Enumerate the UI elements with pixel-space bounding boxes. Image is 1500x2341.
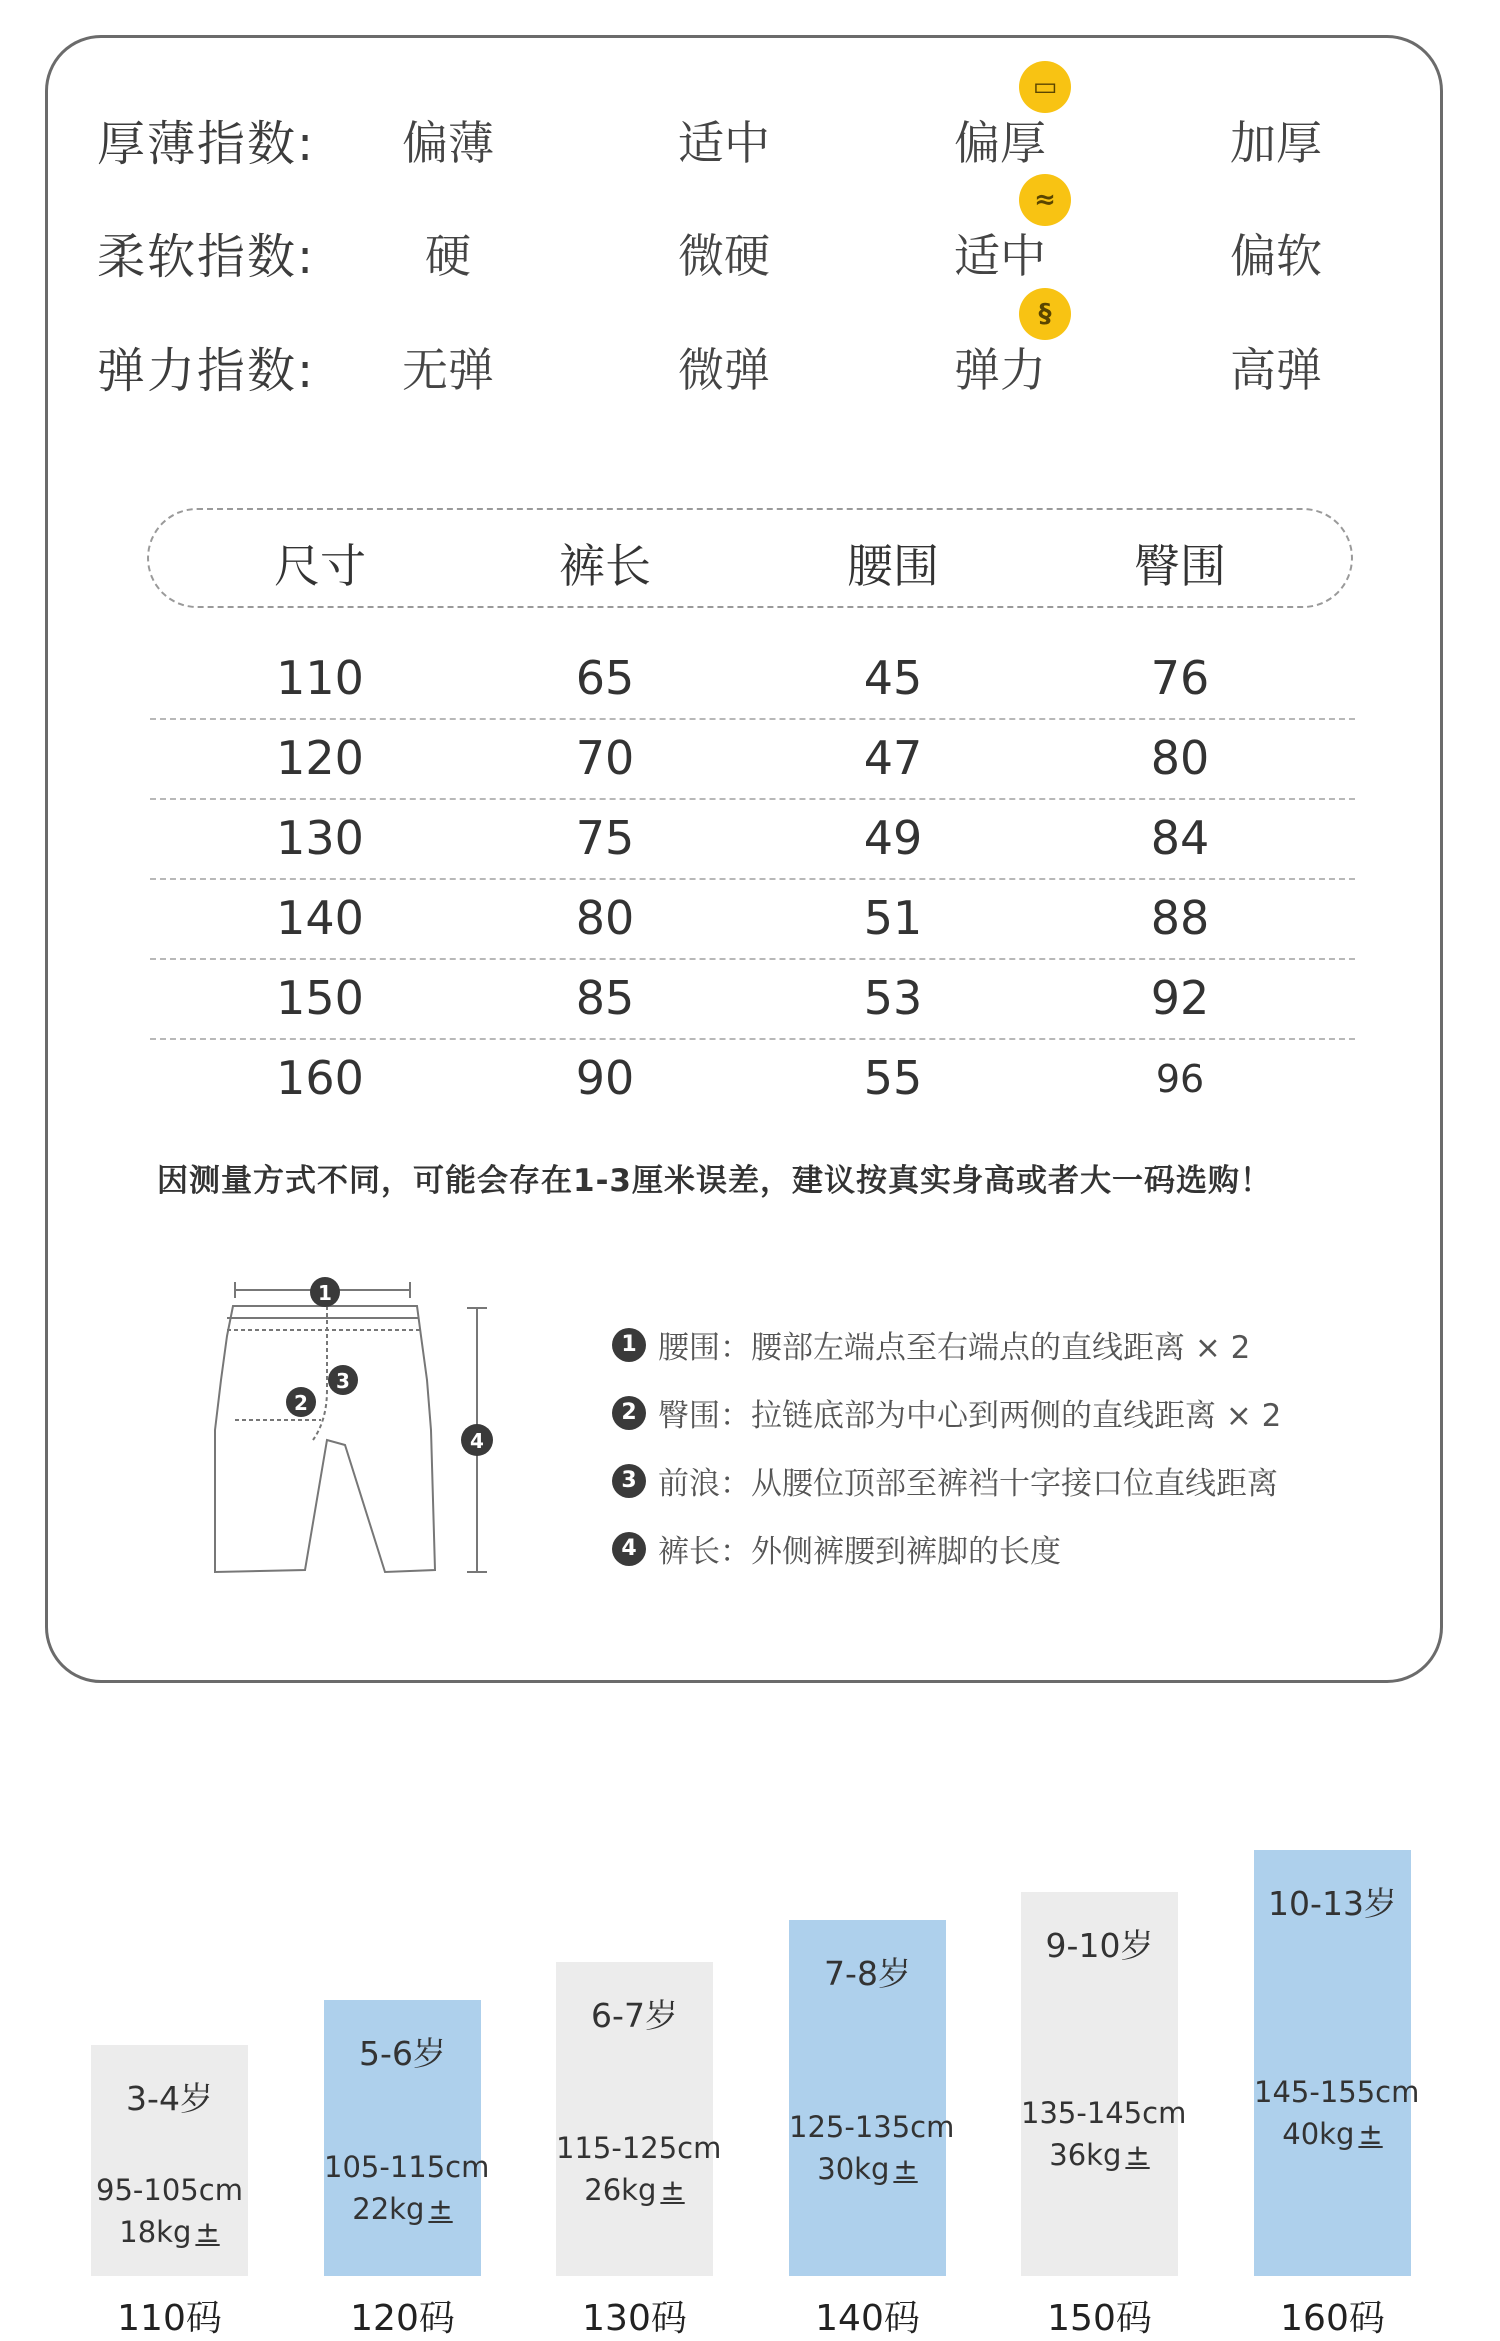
diagram-marker-1 bbox=[310, 1277, 340, 1307]
legend-item bbox=[612, 1322, 1250, 1367]
table-header-cell: 尺寸 bbox=[274, 539, 366, 593]
bar-age: 10-13岁 bbox=[1268, 1884, 1397, 1923]
bar-weight bbox=[1021, 2138, 1178, 2172]
diagram-marker-2 bbox=[286, 1387, 316, 1417]
svg-text:4: 4 bbox=[470, 1429, 484, 1453]
legend-item bbox=[612, 1390, 1281, 1435]
table-row-divider bbox=[150, 878, 1355, 880]
svg-text:2: 2 bbox=[294, 1391, 308, 1415]
table-header-cell: 裤长 bbox=[559, 539, 651, 593]
plus-minus-sign: ± bbox=[660, 2173, 685, 2207]
table-row-divider bbox=[150, 958, 1355, 960]
index-option: 偏薄 bbox=[402, 116, 494, 170]
size-bar bbox=[91, 2045, 248, 2276]
table-cell: 51 bbox=[863, 891, 923, 945]
table-row-divider bbox=[150, 1038, 1355, 1040]
table-cell: 90 bbox=[575, 1051, 635, 1105]
bar-weight-value: 18kg bbox=[119, 2215, 192, 2249]
diagram-marker-4 bbox=[461, 1424, 493, 1456]
table-header-cell: 腰围 bbox=[847, 539, 939, 593]
index-label: 柔软指数: bbox=[97, 229, 316, 285]
bar-weight bbox=[1254, 2117, 1411, 2151]
size-label: 160码 bbox=[1280, 2298, 1385, 2339]
size-bar bbox=[556, 1962, 722, 2276]
pants-measurement-diagram bbox=[195, 1270, 505, 1600]
legend-number: 2 bbox=[612, 1396, 646, 1430]
bar-height-range: 95-105cm bbox=[96, 2173, 243, 2207]
size-bar bbox=[789, 1920, 955, 2276]
plus-minus-sign: ± bbox=[893, 2152, 918, 2186]
index-option: 偏厚 bbox=[954, 116, 1046, 170]
bar-weight-value: 36kg bbox=[1049, 2138, 1122, 2172]
plus-minus-sign: ± bbox=[1358, 2117, 1383, 2151]
index-label: 弹力指数: bbox=[97, 343, 316, 399]
size-bar bbox=[324, 2000, 490, 2276]
bar-weight-value: 30kg bbox=[817, 2152, 890, 2186]
legend-text: 臀围：拉链底部为中心到两侧的直线距离 × 2 bbox=[658, 1398, 1282, 1434]
table-cell: 96 bbox=[1155, 1057, 1205, 1101]
diagram-marker-3 bbox=[328, 1365, 358, 1395]
index-option: 硬 bbox=[425, 229, 471, 283]
legend-number: 3 bbox=[612, 1464, 646, 1498]
legend-number: 1 bbox=[612, 1328, 646, 1362]
bar-weight-value: 22kg bbox=[352, 2192, 425, 2226]
size-label: 110码 bbox=[117, 2298, 222, 2339]
index-option: 加厚 bbox=[1230, 116, 1322, 170]
index-option: 微硬 bbox=[678, 229, 770, 283]
bar-weight bbox=[324, 2192, 481, 2226]
index-option: 微弹 bbox=[678, 343, 770, 397]
table-cell: 150 bbox=[276, 971, 364, 1025]
measurement-note: 因测量方式不同，可能会存在1-3厘米误差，建议按真实身高或者大一码选购！ bbox=[157, 1163, 1273, 1199]
size-label: 130码 bbox=[582, 2298, 687, 2339]
bar-age: 9-10岁 bbox=[1045, 1926, 1154, 1965]
table-cell: 130 bbox=[276, 811, 364, 865]
bar-weight bbox=[91, 2215, 248, 2249]
svg-text:1: 1 bbox=[318, 1281, 332, 1305]
spring-icon: § bbox=[1019, 288, 1071, 340]
size-label: 150码 bbox=[1047, 2298, 1152, 2339]
bar-weight-value: 26kg bbox=[584, 2173, 657, 2207]
bar-age: 7-8岁 bbox=[824, 1954, 911, 1993]
table-cell: 49 bbox=[863, 811, 923, 865]
bar-weight-value: 40kg bbox=[1282, 2117, 1355, 2151]
table-cell: 47 bbox=[863, 731, 923, 785]
table-cell: 53 bbox=[863, 971, 923, 1025]
size-bar bbox=[1254, 1850, 1420, 2276]
bar-height-range: 135-145cm bbox=[1021, 2096, 1187, 2130]
bar-age: 3-4岁 bbox=[126, 2079, 213, 2118]
index-option: 弹力 bbox=[954, 343, 1046, 397]
plus-minus-sign: ± bbox=[428, 2192, 453, 2226]
table-header-cell: 臀围 bbox=[1134, 539, 1226, 593]
table-cell: 140 bbox=[276, 891, 364, 945]
index-label: 厚薄指数: bbox=[97, 116, 316, 172]
table-cell: 110 bbox=[276, 651, 364, 705]
svg-text:3: 3 bbox=[336, 1369, 350, 1393]
index-option: 高弹 bbox=[1230, 343, 1322, 397]
ruler-icon: ▭ bbox=[1019, 61, 1071, 113]
table-cell: 85 bbox=[575, 971, 635, 1025]
table-cell: 84 bbox=[1150, 811, 1210, 865]
table-cell: 65 bbox=[575, 651, 635, 705]
wave-icon: ≈ bbox=[1019, 174, 1071, 226]
plus-minus-sign: ± bbox=[1125, 2138, 1150, 2172]
table-row-divider bbox=[150, 718, 1355, 720]
size-label: 140码 bbox=[815, 2298, 920, 2339]
legend-item bbox=[612, 1458, 1278, 1503]
table-cell: 120 bbox=[276, 731, 364, 785]
index-option: 无弹 bbox=[402, 343, 494, 397]
index-option: 适中 bbox=[678, 116, 770, 170]
plus-minus-sign: ± bbox=[195, 2215, 220, 2249]
table-cell: 160 bbox=[276, 1051, 364, 1105]
table-cell: 88 bbox=[1150, 891, 1210, 945]
table-cell: 76 bbox=[1150, 651, 1210, 705]
size-label: 120码 bbox=[350, 2298, 455, 2339]
bar-height-range: 145-155cm bbox=[1254, 2075, 1420, 2109]
legend-text: 前浪：从腰位顶部至裤裆十字接口位直线距离 bbox=[658, 1466, 1278, 1502]
legend-text: 腰围：腰部左端点至右端点的直线距离 × 2 bbox=[658, 1330, 1251, 1366]
pants-outline bbox=[215, 1306, 435, 1572]
index-option: 适中 bbox=[954, 229, 1046, 283]
bar-weight bbox=[789, 2152, 946, 2186]
bar-height-range: 125-135cm bbox=[789, 2110, 955, 2144]
table-cell: 80 bbox=[575, 891, 635, 945]
legend-item bbox=[612, 1526, 1061, 1571]
table-cell: 45 bbox=[863, 651, 923, 705]
index-option: 偏软 bbox=[1230, 229, 1322, 283]
bar-height-range: 115-125cm bbox=[556, 2131, 722, 2165]
bar-weight bbox=[556, 2173, 713, 2207]
table-cell: 55 bbox=[863, 1051, 923, 1105]
table-cell: 70 bbox=[575, 731, 635, 785]
table-cell: 80 bbox=[1150, 731, 1210, 785]
bar-age: 6-7岁 bbox=[591, 1996, 678, 2035]
table-cell: 92 bbox=[1150, 971, 1210, 1025]
table-cell: 75 bbox=[575, 811, 635, 865]
legend-text: 裤长：外侧裤腰到裤脚的长度 bbox=[658, 1534, 1061, 1570]
legend-number: 4 bbox=[612, 1532, 646, 1566]
bar-height-range: 105-115cm bbox=[324, 2150, 490, 2184]
table-row-divider bbox=[150, 798, 1355, 800]
size-bar bbox=[1021, 1892, 1187, 2276]
bar-age: 5-6岁 bbox=[359, 2034, 446, 2073]
